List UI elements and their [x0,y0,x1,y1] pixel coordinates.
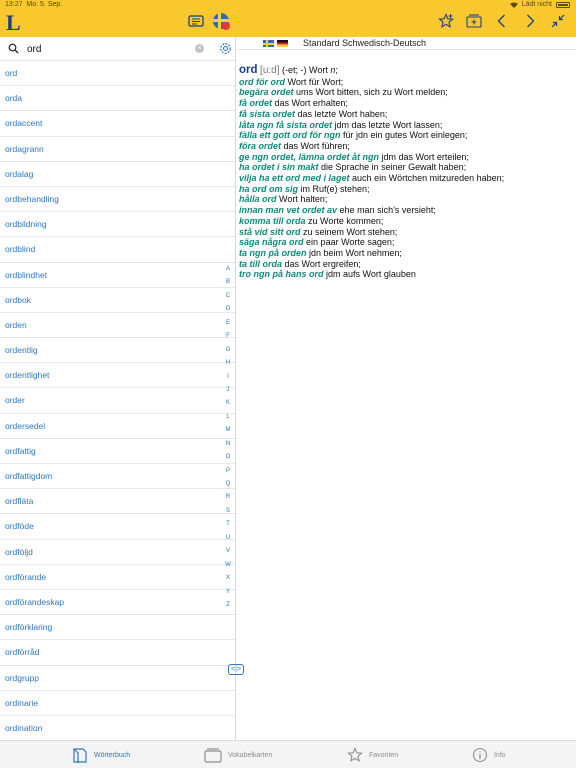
example-german: zu Worte kommen; [308,215,384,226]
example-german: das letzte Wort haben; [297,108,388,119]
example-line [239,130,576,141]
entry-toolbar [438,13,566,29]
example-list [239,77,576,280]
index-letter[interactable]: N [225,440,231,447]
word-list-item[interactable]: orda [0,86,235,111]
example-line [239,77,576,88]
word-list-item[interactable]: ordinarie [0,691,235,716]
tab-dictionary-label: Wörterbuch [94,751,131,759]
example-line [239,237,576,248]
status-clock: 13:27 [5,1,23,8]
example-line [239,205,576,216]
search-bar [0,37,235,61]
index-letter[interactable]: V [225,548,230,555]
example-swedish[interactable]: ha ordet i sin makt [239,162,319,173]
index-letter[interactable]: T [226,521,230,528]
example-german: jdm aufs Wort glauben [326,269,416,280]
gear-icon[interactable] [219,42,232,55]
example-line [239,98,576,109]
example-line [239,120,576,131]
word-list-item[interactable]: ordentlig [0,338,235,363]
word-list-item[interactable]: ordförklaring [0,615,235,640]
index-letter[interactable]: M [225,427,231,434]
example-german: im Ruf(e) stehen; [300,183,370,194]
word-list-item[interactable]: order [0,388,235,413]
top-bar [0,0,576,37]
example-line [239,109,576,120]
example-german: das Wort erhalten; [274,98,348,109]
example-swedish[interactable]: vilja ha ett ord med i laget [239,173,350,184]
status-right [510,1,570,8]
status-date: Mo. 5. Sep. [26,1,63,8]
word-list-item[interactable]: ordfattigdom [0,464,235,489]
example-swedish[interactable]: ta ngn på orden [239,247,307,258]
grammar-info: (-et; -) [282,65,307,75]
index-letter[interactable]: W [225,561,231,568]
entry-panel [237,37,576,740]
word-list-item[interactable]: ordförandeskap [0,590,235,615]
word-list-item[interactable]: ordföde [0,514,235,539]
charging-status: Lädt nicht [521,1,552,8]
example-swedish[interactable]: tro ngn på hans ord [239,269,324,280]
example-line [239,184,576,195]
language-indicator-dot [222,22,230,30]
word-list-item[interactable]: ordbildning [0,212,235,237]
example-line [239,194,576,205]
example-swedish[interactable]: låta ngn få sista ordet [239,119,333,130]
index-letter[interactable]: F [226,333,230,340]
example-swedish[interactable]: begära ordet [239,87,294,98]
index-letter[interactable]: J [226,386,230,393]
tab-dictionary[interactable] [72,741,130,768]
example-line [239,259,576,270]
dictionary-header [237,37,576,50]
example-line [239,173,576,184]
word-list-item[interactable]: ord [0,61,235,86]
example-german: das Wort führen; [283,140,350,151]
example-line [239,141,576,152]
back-chevron-icon[interactable] [494,13,510,29]
index-letter[interactable]: D [225,306,231,313]
swedish-flag-icon [263,40,274,47]
index-letter[interactable]: B [225,279,230,286]
example-german: Wort halten; [279,194,328,205]
wifi-icon [510,2,518,8]
info-icon [472,747,488,763]
example-swedish[interactable]: komma till orda [239,215,306,226]
example-german: das Wort ergreifen; [284,258,361,269]
alphabet-index[interactable] [222,263,234,612]
word-list-item[interactable]: ordalag [0,162,235,187]
search-icon [8,43,19,54]
index-letter[interactable]: G [225,346,231,353]
index-letter[interactable]: A [225,266,230,272]
index-letter[interactable]: Z [226,601,230,608]
star-icon [347,747,363,763]
index-letter[interactable]: Y [225,588,230,595]
word-list-item[interactable]: ordaccent [0,111,235,136]
word-list-item[interactable]: ordfattig [0,439,235,464]
example-line [239,248,576,259]
example-swedish[interactable]: stå vid sitt ord [239,226,301,237]
example-line [239,87,576,98]
word-list-item[interactable]: ordbehandling [0,187,235,212]
example-swedish[interactable]: hålla ord [239,194,277,205]
tab-favorites-label: Favoriten [369,751,399,759]
example-swedish[interactable]: säga några ord [239,237,304,248]
example-german: die Sprache in seiner Gewalt haben; [321,162,467,173]
example-line [239,152,576,163]
word-list-item[interactable]: ordbok [0,288,235,313]
example-german: ums Wort bitten, sich zu Wort melden; [296,87,448,98]
example-german: jdn beim Wort nehmen; [309,247,402,258]
example-german: ein paar Worte sagen; [306,237,395,248]
dictionary-book-icon [72,747,88,763]
word-list-item[interactable]: ordförande [0,565,235,590]
example-swedish[interactable]: föra ordet [239,140,282,151]
index-letter[interactable]: O [225,454,231,461]
index-letter[interactable]: P [225,467,230,474]
search-input[interactable] [27,40,187,58]
index-letter[interactable]: I [227,373,229,380]
example-swedish[interactable]: få sista ordet [239,108,296,119]
tab-info-label: Info [494,751,506,759]
index-letter[interactable]: S [225,507,230,514]
index-letter[interactable]: L [226,413,230,420]
example-line [239,269,576,280]
index-letter[interactable]: U [225,534,231,541]
word-list-item[interactable]: ordersedel [0,414,235,439]
word-list-item[interactable]: ordgrupp [0,666,235,691]
clear-search-icon[interactable]: × [195,44,204,53]
index-letter[interactable]: X [225,575,230,582]
split-resize-icon[interactable]: <|> [228,664,244,675]
tab-info[interactable] [472,741,506,768]
german-flag-icon [277,40,288,47]
index-letter[interactable]: Q [225,481,231,487]
index-letter[interactable]: K [225,400,230,407]
example-swedish[interactable]: få ordet [239,98,273,109]
example-german: auch ein Wörtchen mitzureden haben; [352,173,505,184]
example-german: jdm das letzte Wort lassen; [334,119,443,130]
example-swedish[interactable]: fälla ett gott ord för ngn [239,130,341,141]
gender: n [330,65,336,75]
entry-headline: ord [u:d] (-et; -) Wort n; [239,64,338,76]
example-german: Wort für Wort; [287,76,344,87]
forward-chevron-icon[interactable] [522,13,538,29]
pronunciation: [u:d] [260,65,280,76]
word-list-item[interactable]: ordagrann [0,137,235,162]
word-list-item[interactable]: ordblindhet [0,263,235,288]
tab-favorites[interactable] [347,741,398,768]
flashcards-icon [204,747,222,763]
word-list-item[interactable]: ordentlighet [0,363,235,388]
dictionary-title: Standard Schwedisch-Deutsch [303,38,427,48]
example-german: zu seinem Wort stehen; [303,226,398,237]
translation: Wort [309,65,328,75]
word-list-panel [0,37,236,740]
keyboard-icon[interactable] [188,14,204,28]
app-logo: L [6,10,21,35]
word-list-item[interactable]: ordination [0,716,235,740]
favorite-star-icon[interactable] [438,13,454,29]
example-swedish[interactable]: ord för ord [239,76,285,87]
word-list [0,61,235,740]
index-letter[interactable]: E [225,319,230,326]
tab-flashcards[interactable] [204,741,272,768]
example-line [239,162,576,173]
index-letter[interactable]: H [225,360,231,367]
example-swedish[interactable]: ta till orda [239,258,283,269]
word-list-item[interactable]: orden [0,313,235,338]
example-german: jdm das Wort erteilen; [381,151,469,162]
example-swedish[interactable]: innan man vet ordet av [239,205,338,216]
example-line [239,227,576,238]
index-letter[interactable]: C [225,292,231,299]
add-flashcard-icon[interactable] [466,13,482,29]
dictionary-entry [237,50,576,280]
tab-bar [0,740,576,768]
example-line [239,216,576,227]
example-swedish[interactable]: ha ord om sig [239,183,299,194]
word-list-item[interactable]: ordförråd [0,640,235,665]
index-letter[interactable]: R [225,494,231,501]
example-swedish[interactable]: ge ngn ordet, lämna ordet åt ngn [239,151,380,162]
status-time [5,1,62,8]
tab-flashcards-label: Vokabelkarten [228,751,273,759]
example-german: ehe man sich’s versieht; [339,205,436,216]
headword: ord [239,64,258,76]
battery-icon [556,2,570,8]
collapse-arrows-icon[interactable] [550,13,566,29]
example-german: für jdn ein gutes Wort einlegen; [343,130,468,141]
word-list-item[interactable]: ordföljd [0,540,235,565]
word-list-item[interactable]: ordfläta [0,489,235,514]
word-list-item[interactable]: ordblind [0,237,235,262]
